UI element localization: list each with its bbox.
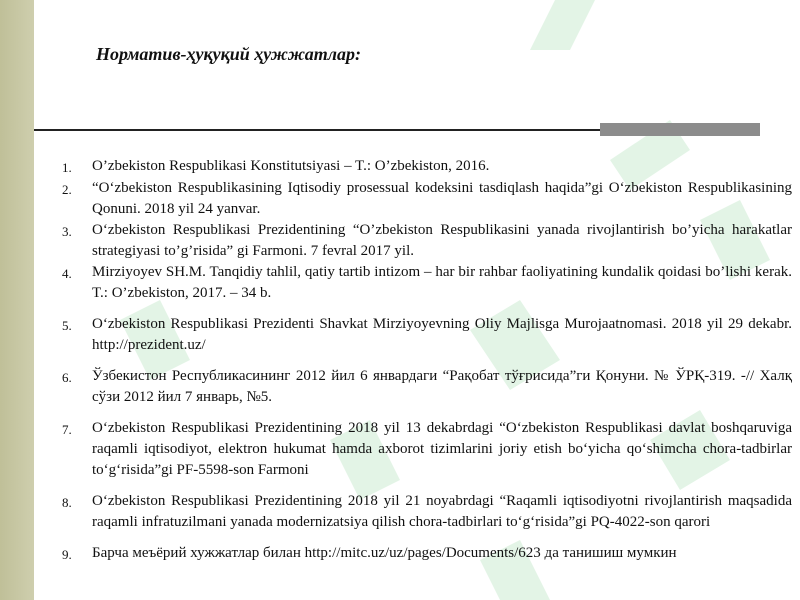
- reference-list: [62, 156, 792, 565]
- item-text: Барча меъёрий хужжатлар билан http://mitc.uz/uz/pages/Documents/623 да танишиш мумкин: [92, 545, 677, 561]
- slide-title: Норматив-ҳуқуқий ҳужжатлар:: [96, 44, 362, 64]
- list-item: [62, 491, 792, 533]
- item-number: 7.: [62, 422, 72, 437]
- item-number: 4.: [62, 266, 72, 281]
- item-text: Ўзбекистон Республикасининг 2012 йил 6 январдаги “Рақобат тўғрисида”ги Қонуни. № ЎРҚ-319. -// Халқ сўзи 2012 йил 7 январь, №5.: [92, 368, 792, 405]
- item-number: 3.: [62, 224, 72, 239]
- list-item: [62, 262, 792, 304]
- item-text: O‘zbekiston Respublikasi Prezidentining “O’zbekiston Respublikasini yanada rivojlantirish bo’yicha harakatlar strategiyasi to’g’risida” gi Farmoni. 7 fevral 2017 yil.: [92, 222, 792, 259]
- list-item: [62, 418, 792, 481]
- item-text: “O‘zbekiston Respublikasining Iqtisodiy prosessual kodeksini tasdiqlash haqida”gi O‘zbekiston Respublikasining Qonuni. 2018 yil 24 yanvar.: [92, 180, 792, 217]
- item-text: O‘zbekiston Respublikasi Prezidenti Shavkat Mirziyoyevning Oliy Majlisga Murojaatnomasi. 2018 yil 29 dekabr. http://prezident.uz/: [92, 316, 792, 353]
- list-item: [62, 178, 792, 220]
- list-item: [62, 543, 792, 565]
- item-number: 2.: [62, 182, 72, 197]
- item-number: 1.: [62, 160, 72, 175]
- item-number: 9.: [62, 547, 72, 562]
- item-number: 6.: [62, 370, 72, 385]
- left-band-shade: [0, 0, 34, 600]
- item-number: 5.: [62, 318, 72, 333]
- item-number: 8.: [62, 495, 72, 510]
- item-text: O‘zbekiston Respublikasi Prezidentining 2018 yil 13 dekabrdagi “O‘zbekiston Respublikasi davlat boshqaruviga raqamli iqtisodiyot, elektron hukumat hamda axborot tizimlarini joriy etish bo‘yicha qo‘shimcha chora-tadbirlar to‘g‘risida”gi PF-5598-son Farmoni: [92, 420, 792, 478]
- list-item: [62, 220, 792, 262]
- item-text: O’zbekiston Respublikasi Konstitutsiyasi – T.: O’zbekiston, 2016.: [92, 158, 490, 174]
- item-text: O‘zbekiston Respublikasi Prezidentining 2018 yil 21 noyabrdagi “Raqamli iqtisodiyotni rivojlantirish maqsadida raqamli infratuzilmani yanada modernizatsiya qilish chora-tadbirlari to‘g‘risida”gi PQ-4022-son qarori: [92, 493, 792, 530]
- divider-accent-bar: [600, 123, 760, 136]
- item-text: Mirziyoyev SH.M. Tanqidiy tahlil, qatiy tartib intizom – har bir rahbar faoliyatining kundalik qoidasi bo’lishi kerak. T.: O’zbekiston, 2017. – 34 b.: [92, 264, 792, 301]
- list-item: [62, 156, 792, 178]
- list-item: [62, 366, 792, 408]
- list-item: [62, 314, 792, 356]
